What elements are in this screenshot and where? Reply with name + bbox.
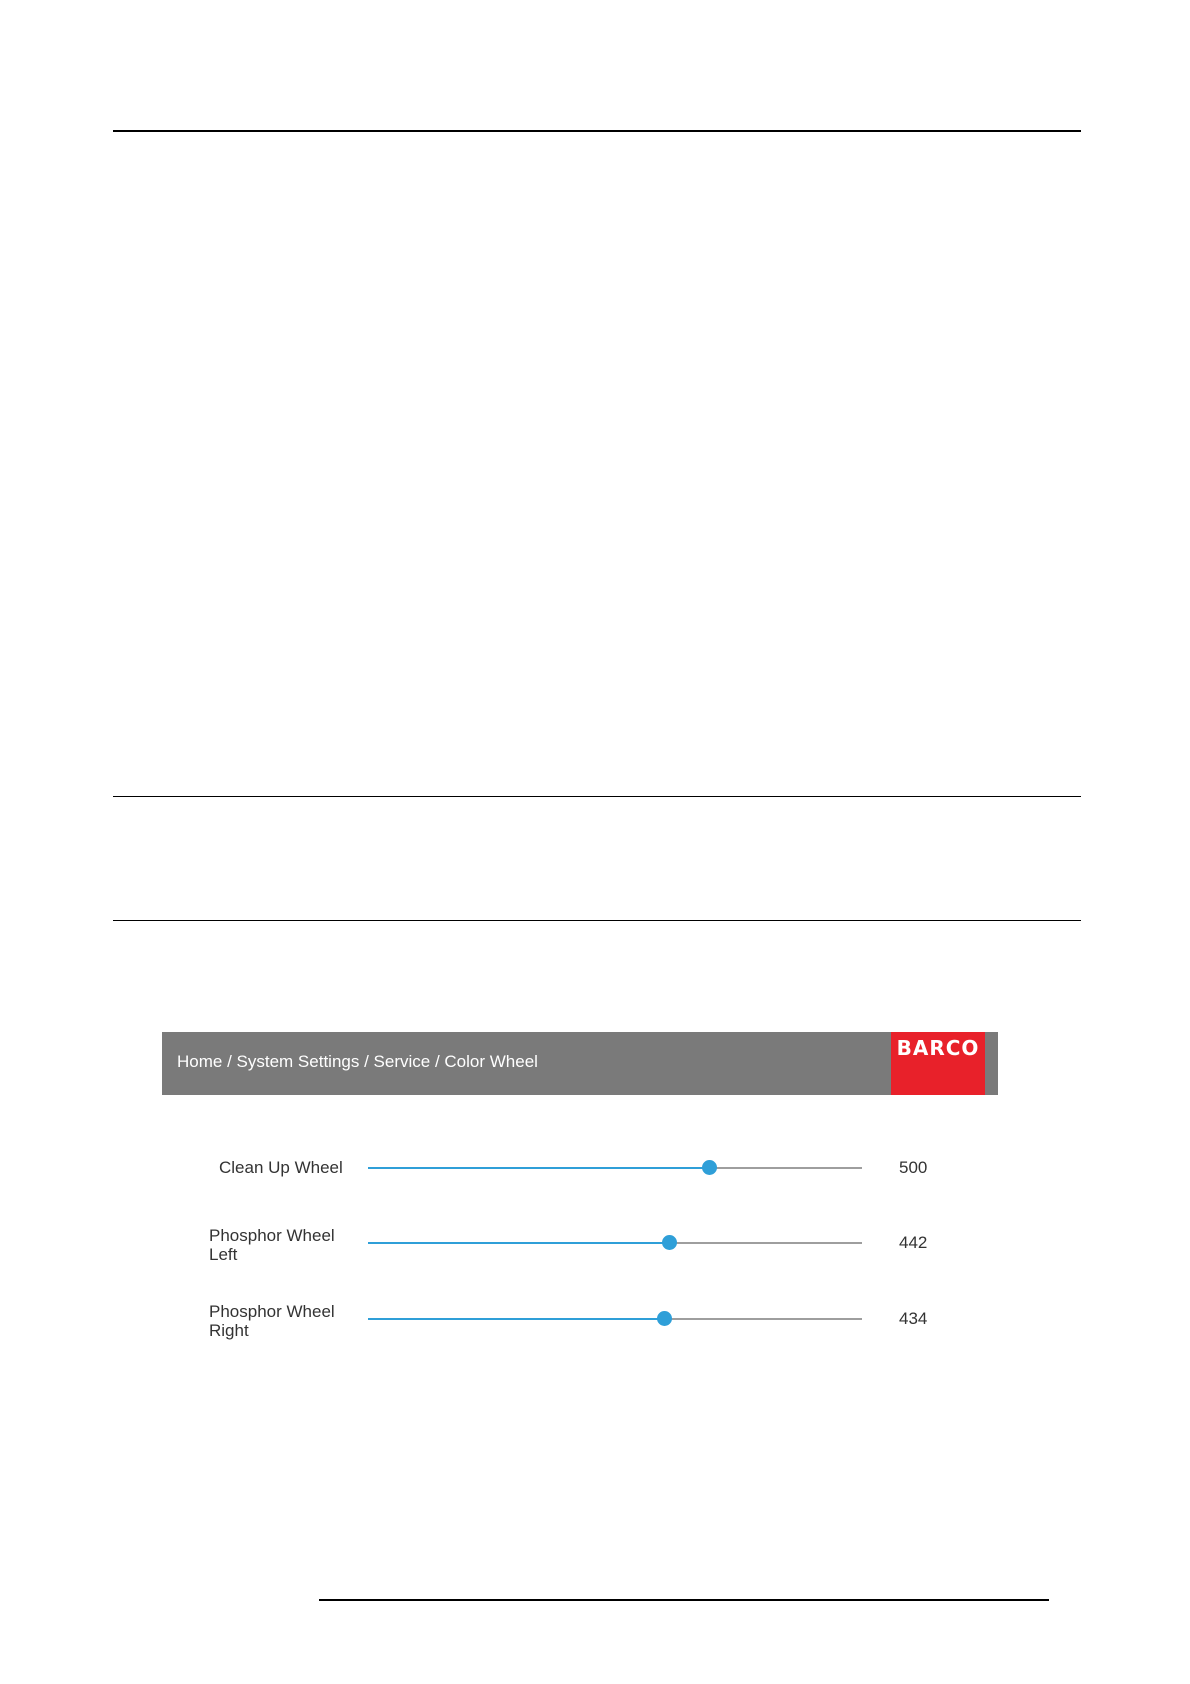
section-rule-top: [113, 796, 1081, 797]
slider-value: 500: [899, 1158, 928, 1177]
breadcrumb-home[interactable]: Home: [177, 1052, 223, 1071]
slider-thumb[interactable]: [657, 1311, 672, 1326]
breadcrumb-separator: /: [359, 1052, 374, 1071]
barco-logo: [891, 1032, 985, 1095]
section-rule-bottom: [113, 920, 1081, 921]
phosphor-wheel-right-row: [0, 1296, 928, 1340]
breadcrumb: [177, 1052, 538, 1072]
breadcrumb-color-wheel: Color Wheel: [444, 1052, 538, 1071]
phosphor-wheel-left-slider[interactable]: [368, 1242, 862, 1244]
slider-thumb[interactable]: [662, 1235, 677, 1250]
phosphor-wheel-left-row: [0, 1220, 928, 1264]
breadcrumb-service[interactable]: Service: [373, 1052, 431, 1071]
clean-up-wheel-row: [0, 1145, 928, 1189]
breadcrumb-separator: /: [222, 1052, 237, 1071]
slider-value: 442: [899, 1233, 928, 1252]
breadcrumb-separator: /: [430, 1052, 445, 1071]
breadcrumb-system-settings[interactable]: System Settings: [236, 1052, 360, 1071]
slider-value: 434: [899, 1309, 928, 1328]
slider-fill: [368, 1318, 664, 1320]
slider-label: Phosphor Wheel Right: [209, 1302, 335, 1340]
slider-fill: [368, 1167, 709, 1169]
slider-label: Clean Up Wheel: [219, 1158, 343, 1177]
phosphor-wheel-right-slider[interactable]: [368, 1318, 862, 1320]
barco-logo-text: BARCO: [896, 1036, 980, 1060]
header-rule: [113, 130, 1081, 132]
footer-rule: [319, 1599, 1049, 1601]
clean-up-wheel-slider[interactable]: [368, 1167, 862, 1169]
slider-thumb[interactable]: [702, 1160, 717, 1175]
slider-label: Phosphor Wheel Left: [209, 1226, 335, 1264]
slider-fill: [368, 1242, 669, 1244]
ui-header-bar: [162, 1032, 998, 1095]
